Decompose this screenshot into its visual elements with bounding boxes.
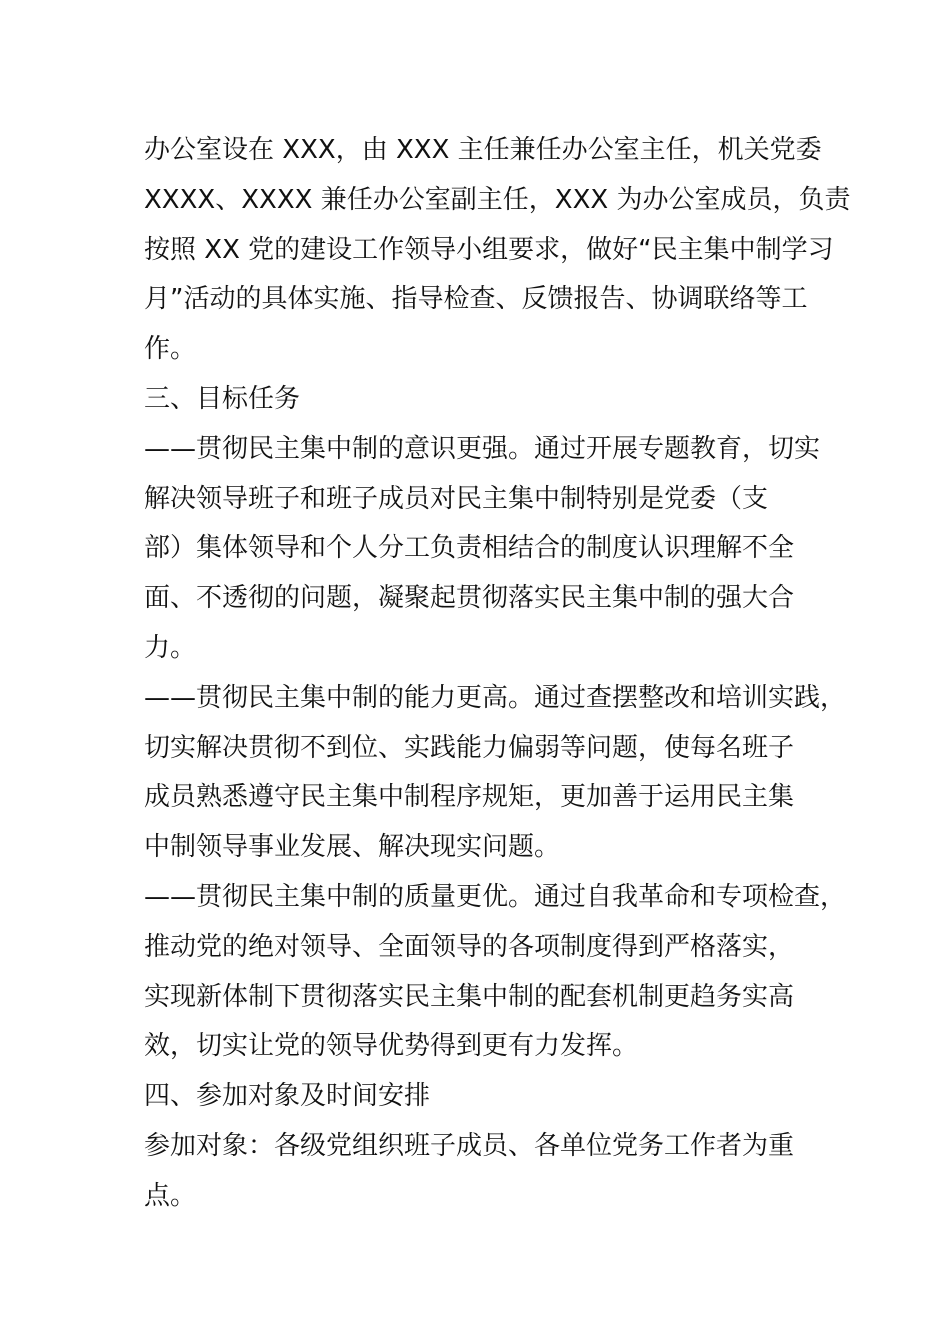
body-text-line: 点。 <box>144 1180 197 1211</box>
body-text-line: 效，切实让党的领导优势得到更有力发挥。 <box>144 1031 639 1062</box>
body-text-line: 按照 XX 党的建设工作领导小组要求，做好“民主集中制学习 <box>144 234 834 265</box>
body-text-line: 中制领导事业发展、解决现实问题。 <box>144 832 561 863</box>
body-text-line: XXXX、XXXX 兼任办公室副主任，XXX 为办公室成员，负责 <box>144 184 851 215</box>
body-text-line: ——贯彻民主集中制的能力更高。通过查摆整改和培训实践， <box>144 682 847 713</box>
body-text-line: 参加对象：各级党组织班子成员、各单位党务工作者为重 <box>144 1130 795 1161</box>
body-text-line: 解决领导班子和班子成员对民主集中制特别是党委（支 <box>144 483 769 514</box>
body-text-line: 作。 <box>144 334 197 365</box>
body-text-line: 推动党的绝对领导、全面领导的各项制度得到严格落实， <box>144 931 795 962</box>
body-text-line: ——贯彻民主集中制的质量更优。通过自我革命和专项检查， <box>144 881 847 912</box>
body-text-line: 实现新体制下贯彻落实民主集中制的配套机制更趋务实高 <box>144 981 795 1012</box>
body-text-line: 成员熟悉遵守民主集中制程序规矩，更加善于运用民主集 <box>144 782 795 813</box>
body-text-line: 办公室设在 XXX，由 XXX 主任兼任办公室主任，机关党委 <box>144 135 822 165</box>
document-body <box>144 126 851 1222</box>
body-text-line: 面、不透彻的问题，凝聚起贯彻落实民主集中制的强大合 <box>144 583 795 614</box>
body-text-line: 切实解决贯彻不到位、实践能力偏弱等问题，使每名班子 <box>144 732 795 763</box>
body-text-line: 月”活动的具体实施、指导检查、反馈报告、协调联络等工 <box>144 284 808 315</box>
section-heading: 四、参加对象及时间安排 <box>144 1081 431 1112</box>
body-text-line: 力。 <box>144 632 197 663</box>
body-text-line: 部）集体领导和个人分工负责相结合的制度认识理解不全 <box>144 533 795 564</box>
body-text-line: ——贯彻民主集中制的意识更强。通过开展专题教育，切实 <box>144 433 821 464</box>
section-heading: 三、目标任务 <box>144 383 301 414</box>
